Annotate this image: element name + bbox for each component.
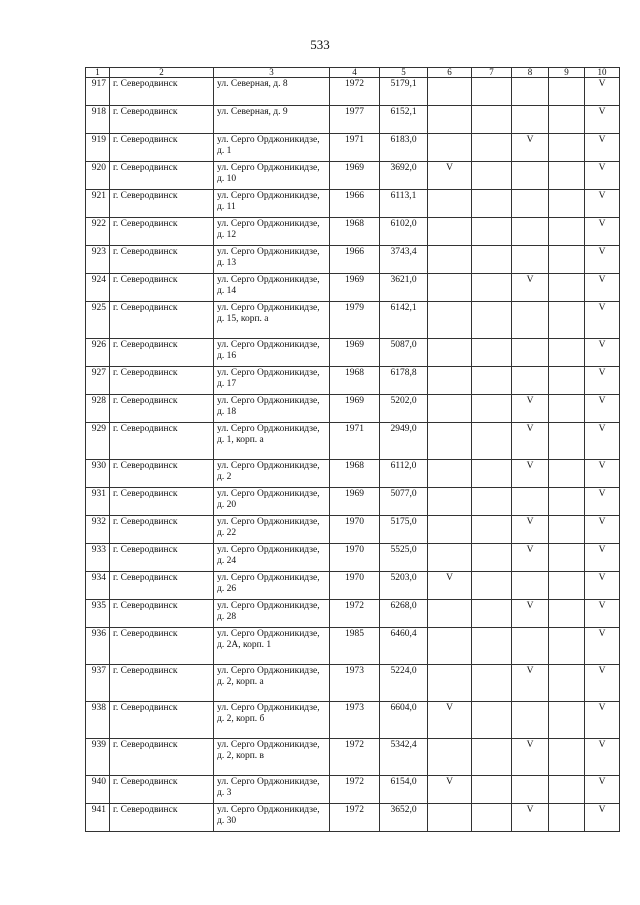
column-header: 9 [549,68,585,78]
row-number: 922 [86,218,110,246]
address-cell: ул. Серго Орджоникидзе, д. 24 [214,544,330,572]
mark-cell-7 [472,106,512,134]
table-row [86,739,620,776]
mark-cell-10: V [585,423,620,460]
mark-cell-6: V [428,776,472,804]
mark-cell-7 [472,460,512,488]
area-cell: 6154,0 [380,776,428,804]
mark-cell-8: V [512,423,549,460]
table-row [86,423,620,460]
table-row [86,572,620,600]
mark-cell-9 [549,423,585,460]
area-cell: 5525,0 [380,544,428,572]
mark-cell-7 [472,739,512,776]
year-cell: 1972 [330,804,380,832]
area-cell: 6102,0 [380,218,428,246]
city-cell: г. Северодвинск [110,665,214,702]
column-header: 6 [428,68,472,78]
area-cell: 6113,1 [380,190,428,218]
table-row [86,367,620,395]
page-number: 533 [310,37,330,52]
mark-cell-9 [549,665,585,702]
year-cell: 1971 [330,423,380,460]
year-cell: 1985 [330,628,380,665]
table-row [86,776,620,804]
mark-cell-10: V [585,395,620,423]
table-row [86,702,620,739]
table-row [86,804,620,832]
area-cell: 6142,1 [380,302,428,339]
row-number: 932 [86,516,110,544]
mark-cell-9 [549,572,585,600]
table-row [86,628,620,665]
row-number: 941 [86,804,110,832]
address-cell: ул. Серго Орджоникидзе, д. 2 [214,460,330,488]
mark-cell-6 [428,395,472,423]
table-row [86,246,620,274]
mark-cell-8 [512,367,549,395]
mark-cell-10: V [585,572,620,600]
area-cell: 6112,0 [380,460,428,488]
year-cell: 1969 [330,488,380,516]
table-row [86,106,620,134]
mark-cell-10: V [585,739,620,776]
mark-cell-7 [472,702,512,739]
mark-cell-7 [472,218,512,246]
mark-cell-6 [428,246,472,274]
row-number: 929 [86,423,110,460]
area-cell: 5179,1 [380,78,428,106]
address-cell: ул. Серго Орджоникидзе, д. 16 [214,339,330,367]
mark-cell-6 [428,218,472,246]
table-row [86,460,620,488]
row-number: 919 [86,134,110,162]
mark-cell-7 [472,162,512,190]
row-number: 926 [86,339,110,367]
mark-cell-6 [428,367,472,395]
mark-cell-10: V [585,134,620,162]
city-cell: г. Северодвинск [110,78,214,106]
mark-cell-9 [549,367,585,395]
city-cell: г. Северодвинск [110,162,214,190]
mark-cell-6 [428,488,472,516]
row-number: 935 [86,600,110,628]
address-cell: ул. Серго Орджоникидзе, д. 2А, корп. 1 [214,628,330,665]
mark-cell-8 [512,776,549,804]
mark-cell-9 [549,246,585,274]
city-cell: г. Северодвинск [110,460,214,488]
mark-cell-8 [512,572,549,600]
address-cell: ул. Серго Орджоникидзе, д. 1 [214,134,330,162]
row-number: 921 [86,190,110,218]
mark-cell-8: V [512,804,549,832]
column-header: 3 [214,68,330,78]
year-cell: 1970 [330,516,380,544]
mark-cell-10: V [585,367,620,395]
address-cell: ул. Северная, д. 9 [214,106,330,134]
column-header: 1 [86,68,110,78]
mark-cell-7 [472,339,512,367]
mark-cell-10: V [585,106,620,134]
mark-cell-7 [472,134,512,162]
address-cell: ул. Серго Орджоникидзе, д. 18 [214,395,330,423]
address-cell: ул. Серго Орджоникидзе, д. 10 [214,162,330,190]
mark-cell-7 [472,190,512,218]
address-cell: ул. Серго Орджоникидзе, д. 11 [214,190,330,218]
address-cell: ул. Серго Орджоникидзе, д. 17 [214,367,330,395]
mark-cell-6 [428,739,472,776]
city-cell: г. Северодвинск [110,134,214,162]
table-row [86,190,620,218]
mark-cell-7 [472,246,512,274]
address-cell: ул. Серго Орджоникидзе, д. 2, корп. б [214,702,330,739]
column-header: 10 [585,68,620,78]
mark-cell-9 [549,488,585,516]
year-cell: 1969 [330,162,380,190]
table-row [86,302,620,339]
mark-cell-10: V [585,702,620,739]
row-number: 918 [86,106,110,134]
mark-cell-7 [472,274,512,302]
row-number: 931 [86,488,110,516]
mark-cell-10: V [585,544,620,572]
area-cell: 5087,0 [380,339,428,367]
mark-cell-10: V [585,246,620,274]
mark-cell-8 [512,162,549,190]
mark-cell-10: V [585,190,620,218]
table-row [86,516,620,544]
address-cell: ул. Серго Орджоникидзе, д. 20 [214,488,330,516]
mark-cell-7 [472,600,512,628]
mark-cell-8: V [512,460,549,488]
city-cell: г. Северодвинск [110,600,214,628]
address-cell: ул. Серго Орджоникидзе, д. 13 [214,246,330,274]
area-cell: 6604,0 [380,702,428,739]
mark-cell-10: V [585,162,620,190]
housing-registry-table [85,67,620,832]
area-cell: 5203,0 [380,572,428,600]
mark-cell-10: V [585,218,620,246]
mark-cell-9 [549,628,585,665]
row-number: 928 [86,395,110,423]
mark-cell-8: V [512,544,549,572]
city-cell: г. Северодвинск [110,628,214,665]
mark-cell-8 [512,702,549,739]
table-row [86,544,620,572]
address-cell: ул. Серго Орджоникидзе, д. 3 [214,776,330,804]
mark-cell-6 [428,339,472,367]
area-cell: 5224,0 [380,665,428,702]
row-number: 936 [86,628,110,665]
mark-cell-10: V [585,274,620,302]
mark-cell-10: V [585,776,620,804]
area-cell: 6178,8 [380,367,428,395]
area-cell: 3692,0 [380,162,428,190]
mark-cell-9 [549,460,585,488]
mark-cell-7 [472,804,512,832]
mark-cell-10: V [585,665,620,702]
mark-cell-8 [512,106,549,134]
column-header: 7 [472,68,512,78]
address-cell: ул. Серго Орджоникидзе, д. 15, корп. а [214,302,330,339]
mark-cell-9 [549,134,585,162]
table-row [86,134,620,162]
row-number: 933 [86,544,110,572]
year-cell: 1966 [330,246,380,274]
area-cell: 5202,0 [380,395,428,423]
mark-cell-6 [428,106,472,134]
area-cell: 6268,0 [380,600,428,628]
table-body [86,78,620,832]
area-cell: 3743,4 [380,246,428,274]
column-header: 8 [512,68,549,78]
mark-cell-10: V [585,488,620,516]
mark-cell-7 [472,302,512,339]
year-cell: 1972 [330,776,380,804]
mark-cell-10: V [585,600,620,628]
mark-cell-6 [428,423,472,460]
year-cell: 1968 [330,218,380,246]
address-cell: ул. Серго Орджоникидзе, д. 14 [214,274,330,302]
mark-cell-9 [549,544,585,572]
table-row [86,78,620,106]
mark-cell-10: V [585,302,620,339]
column-number-row [86,68,620,78]
mark-cell-7 [472,367,512,395]
mark-cell-9 [549,739,585,776]
city-cell: г. Северодвинск [110,246,214,274]
mark-cell-6 [428,190,472,218]
mark-cell-8: V [512,134,549,162]
mark-cell-8 [512,246,549,274]
row-number: 939 [86,739,110,776]
area-cell: 5342,4 [380,739,428,776]
city-cell: г. Северодвинск [110,339,214,367]
row-number: 934 [86,572,110,600]
mark-cell-10: V [585,78,620,106]
area-cell: 2949,0 [380,423,428,460]
mark-cell-6 [428,628,472,665]
city-cell: г. Северодвинск [110,302,214,339]
city-cell: г. Северодвинск [110,488,214,516]
mark-cell-6 [428,516,472,544]
mark-cell-9 [549,190,585,218]
city-cell: г. Северодвинск [110,516,214,544]
address-cell: ул. Серго Орджоникидзе, д. 26 [214,572,330,600]
year-cell: 1969 [330,395,380,423]
mark-cell-6 [428,665,472,702]
mark-cell-10: V [585,516,620,544]
address-cell: ул. Серго Орджоникидзе, д. 2, корп. а [214,665,330,702]
mark-cell-7 [472,516,512,544]
city-cell: г. Северодвинск [110,804,214,832]
mark-cell-8 [512,302,549,339]
mark-cell-9 [549,516,585,544]
table-row [86,600,620,628]
mark-cell-7 [472,78,512,106]
mark-cell-7 [472,488,512,516]
mark-cell-10: V [585,628,620,665]
address-cell: ул. Серго Орджоникидзе, д. 2, корп. в [214,739,330,776]
mark-cell-9 [549,218,585,246]
row-number: 923 [86,246,110,274]
year-cell: 1971 [330,134,380,162]
mark-cell-9 [549,78,585,106]
mark-cell-6: V [428,162,472,190]
table-row [86,395,620,423]
mark-cell-6 [428,544,472,572]
year-cell: 1973 [330,702,380,739]
row-number: 940 [86,776,110,804]
mark-cell-8: V [512,516,549,544]
row-number: 927 [86,367,110,395]
mark-cell-6 [428,804,472,832]
year-cell: 1972 [330,78,380,106]
year-cell: 1972 [330,739,380,776]
area-cell: 6152,1 [380,106,428,134]
city-cell: г. Северодвинск [110,106,214,134]
mark-cell-6 [428,134,472,162]
row-number: 925 [86,302,110,339]
area-cell: 5175,0 [380,516,428,544]
city-cell: г. Северодвинск [110,190,214,218]
mark-cell-7 [472,395,512,423]
address-cell: ул. Северная, д. 8 [214,78,330,106]
year-cell: 1969 [330,339,380,367]
mark-cell-6 [428,78,472,106]
city-cell: г. Северодвинск [110,395,214,423]
mark-cell-6: V [428,702,472,739]
mark-cell-10: V [585,339,620,367]
area-cell: 5077,0 [380,488,428,516]
row-number: 917 [86,78,110,106]
mark-cell-9 [549,106,585,134]
row-number: 924 [86,274,110,302]
mark-cell-8 [512,218,549,246]
mark-cell-9 [549,395,585,423]
table-row [86,488,620,516]
city-cell: г. Северодвинск [110,572,214,600]
mark-cell-7 [472,628,512,665]
mark-cell-8 [512,78,549,106]
address-cell: ул. Серго Орджоникидзе, д. 1, корп. а [214,423,330,460]
column-header: 4 [330,68,380,78]
mark-cell-7 [472,776,512,804]
row-number: 937 [86,665,110,702]
year-cell: 1970 [330,544,380,572]
year-cell: 1970 [330,572,380,600]
column-header: 2 [110,68,214,78]
city-cell: г. Северодвинск [110,274,214,302]
area-cell: 6183,0 [380,134,428,162]
mark-cell-8: V [512,395,549,423]
city-cell: г. Северодвинск [110,423,214,460]
city-cell: г. Северодвинск [110,702,214,739]
city-cell: г. Северодвинск [110,367,214,395]
address-cell: ул. Серго Орджоникидзе, д. 12 [214,218,330,246]
year-cell: 1966 [330,190,380,218]
year-cell: 1968 [330,367,380,395]
row-number: 938 [86,702,110,739]
mark-cell-9 [549,339,585,367]
table-row [86,274,620,302]
year-cell: 1973 [330,665,380,702]
table-row [86,162,620,190]
mark-cell-10: V [585,460,620,488]
year-cell: 1977 [330,106,380,134]
mark-cell-7 [472,423,512,460]
mark-cell-6 [428,274,472,302]
address-cell: ул. Серго Орджоникидзе, д. 22 [214,516,330,544]
area-cell: 3621,0 [380,274,428,302]
row-number: 930 [86,460,110,488]
mark-cell-10: V [585,804,620,832]
mark-cell-9 [549,162,585,190]
table-row [86,218,620,246]
mark-cell-6 [428,600,472,628]
mark-cell-7 [472,544,512,572]
mark-cell-9 [549,274,585,302]
mark-cell-9 [549,600,585,628]
city-cell: г. Северодвинск [110,739,214,776]
year-cell: 1972 [330,600,380,628]
mark-cell-8: V [512,600,549,628]
mark-cell-8 [512,339,549,367]
city-cell: г. Северодвинск [110,776,214,804]
year-cell: 1979 [330,302,380,339]
address-cell: ул. Серго Орджоникидзе, д. 28 [214,600,330,628]
row-number: 920 [86,162,110,190]
mark-cell-8 [512,190,549,218]
year-cell: 1969 [330,274,380,302]
area-cell: 6460,4 [380,628,428,665]
mark-cell-9 [549,702,585,739]
mark-cell-9 [549,776,585,804]
city-cell: г. Северодвинск [110,544,214,572]
mark-cell-8 [512,488,549,516]
mark-cell-8: V [512,665,549,702]
mark-cell-9 [549,302,585,339]
mark-cell-6: V [428,572,472,600]
mark-cell-8: V [512,274,549,302]
mark-cell-8 [512,628,549,665]
mark-cell-7 [472,665,512,702]
column-header: 5 [380,68,428,78]
city-cell: г. Северодвинск [110,218,214,246]
mark-cell-6 [428,460,472,488]
year-cell: 1968 [330,460,380,488]
table-row [86,339,620,367]
area-cell: 3652,0 [380,804,428,832]
mark-cell-6 [428,302,472,339]
address-cell: ул. Серго Орджоникидзе, д. 30 [214,804,330,832]
mark-cell-9 [549,804,585,832]
mark-cell-7 [472,572,512,600]
table-row [86,665,620,702]
mark-cell-8: V [512,739,549,776]
